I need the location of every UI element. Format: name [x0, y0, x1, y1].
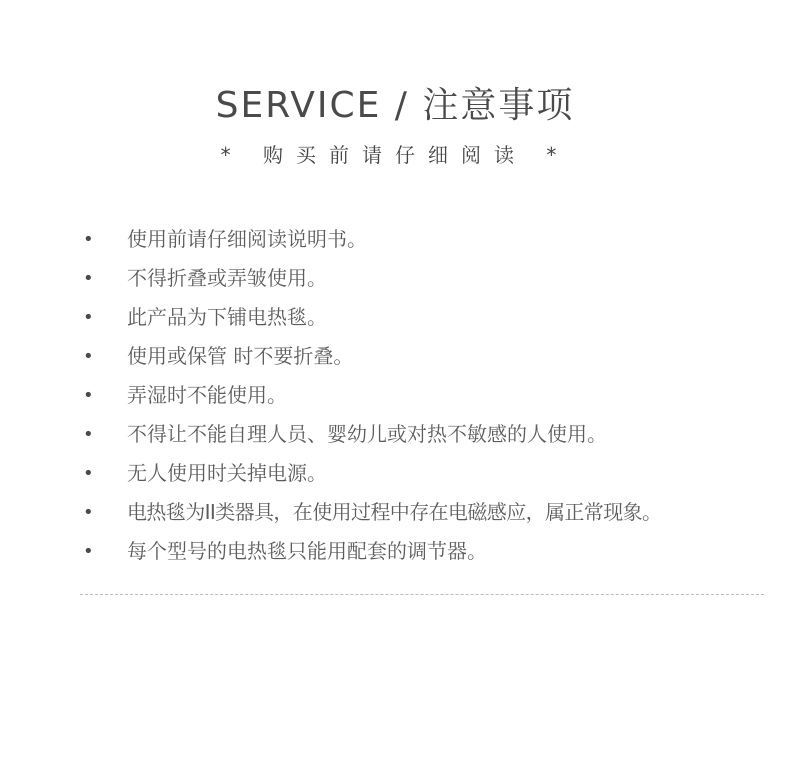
list-item	[0, 532, 790, 571]
bullet-icon: •	[83, 229, 94, 250]
list-item	[0, 376, 790, 415]
notice-text: 使用或保管 时不要折叠。	[127, 344, 354, 368]
notice-text: 弄湿时不能使用。	[127, 383, 287, 407]
bullet-icon: •	[83, 541, 94, 562]
bullet-icon: •	[83, 463, 94, 484]
notice-text: 此产品为下铺电热毯。	[127, 305, 327, 329]
bullet-icon: •	[83, 346, 94, 367]
list-item	[0, 454, 790, 493]
notice-text: 使用前请仔细阅读说明书。	[127, 227, 367, 251]
list-item	[0, 415, 790, 454]
bullet-icon: •	[83, 307, 94, 328]
bullet-icon: •	[83, 502, 94, 523]
dashed-divider	[80, 594, 764, 595]
notice-text: 每个型号的电热毯只能用配套的调节器。	[127, 539, 487, 563]
notice-text: 不得折叠或弄皱使用。	[127, 266, 327, 290]
notice-text: 不得让不能自理人员、婴幼儿或对热不敏感的人使用。	[127, 422, 607, 446]
list-item	[0, 493, 790, 532]
list-item	[0, 298, 790, 337]
page-subtitle: * 购买前请仔细阅读 *	[220, 143, 570, 167]
list-item	[0, 259, 790, 298]
bullet-icon: •	[83, 268, 94, 289]
notice-list	[0, 220, 790, 571]
page-header	[0, 82, 790, 168]
bullet-icon: •	[83, 385, 94, 406]
bullet-icon: •	[83, 424, 94, 445]
list-item	[0, 220, 790, 259]
page-title: SERVICE / 注意事项	[215, 85, 575, 126]
list-item	[0, 337, 790, 376]
notice-text: 电热毯为II类器具，在使用过程中存在电磁感应，属正常现象。	[127, 500, 662, 524]
notice-text: 无人使用时关掉电源。	[127, 461, 327, 485]
